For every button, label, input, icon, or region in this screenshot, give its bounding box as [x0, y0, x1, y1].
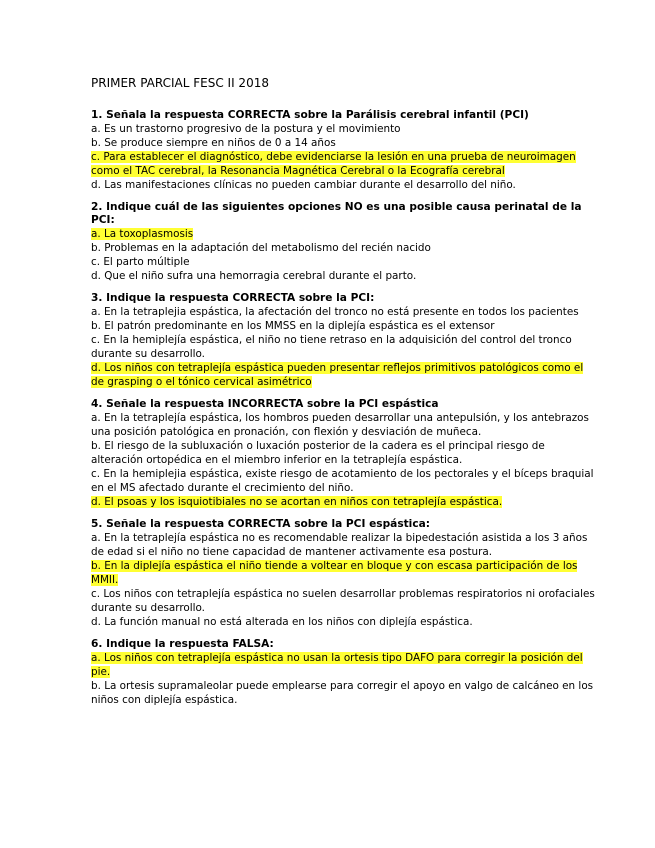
option-d-highlighted: d. Los niños con tetraplejía espástica pueden presentar reflejos primitivos patológicos como el de grasping o el tónico cervical asimétrico — [91, 362, 584, 388]
option-d: d. Que el niño sufra una hemorragia cerebral durante el parto. — [91, 270, 417, 282]
option-c: c. Los niños con tetraplejía espástica no suelen desarrollar problemas respiratorios ni orofaciales durante su desarrollo. — [91, 588, 595, 614]
option-c: c. En la hemiplejia espástica, existe riesgo de acotamiento de los pectorales y el bíceps braquial en el MS afectado durante el crecimiento del niño. — [91, 468, 594, 494]
question-heading: 6. Indique la respuesta FALSA: — [91, 638, 274, 650]
question-heading: 1. Señala la respuesta CORRECTA sobre la Parálisis cerebral infantil (PCI) — [91, 109, 529, 121]
option-a: a. En la tetraplejia espástica, la afectación del tronco no está presente en todos los pacientes — [91, 306, 579, 318]
question-2 — [91, 201, 595, 283]
question-6 — [91, 638, 595, 707]
option-b: b. El patrón predominante en los MMSS en la diplejía espástica es el extensor — [91, 320, 495, 332]
question-heading: 2. Indique cuál de las siguientes opciones NO es una posible causa perinatal de la PCI: — [91, 201, 582, 226]
option-a-highlighted: a. La toxoplasmosis — [91, 228, 194, 240]
option-d: d. Las manifestaciones clínicas no pueden cambiar durante el desarrollo del niño. — [91, 179, 516, 191]
option-a: a. Es un trastorno progresivo de la postura y el movimiento — [91, 123, 401, 135]
question-heading: 4. Señale la respuesta INCORRECTA sobre la PCI espástica — [91, 398, 439, 410]
question-4 — [91, 398, 595, 509]
option-b-highlighted: b. En la diplejía espástica el niño tiende a voltear en bloque y con escasa participación de los MMII. — [91, 560, 578, 586]
option-a-highlighted: a. Los niños con tetraplejía espástica no usan la ortesis tipo DAFO para corregir la posición del pie. — [91, 652, 583, 678]
option-b: b. Problemas en la adaptación del metabolismo del recién nacido — [91, 242, 431, 254]
option-d-highlighted: d. El psoas y los isquiotibiales no se acortan en niños con tetraplejía espástica. — [91, 496, 503, 508]
option-b: b. La ortesis supramaleolar puede emplearse para corregir el apoyo en valgo de calcáneo en los niños con diplejía espástica. — [91, 680, 594, 706]
option-a: a. En la tetraplejía espástica no es recomendable realizar la bipedestación asistida a los 3 años de edad si el niño no tiene capacidad de mantener activamente esa postura. — [91, 532, 588, 558]
question-heading: 5. Señale la respuesta CORRECTA sobre la PCI espástica: — [91, 518, 430, 530]
option-b: b. El riesgo de la subluxación o luxación posterior de la cadera es el principal riesgo de alteración ortopédica en el miembro inferior en la tetraplejía espástica. — [91, 440, 545, 466]
option-b: b. Se produce siempre en niños de 0 a 14 años — [91, 137, 336, 149]
question-heading: 3. Indique la respuesta CORRECTA sobre la PCI: — [91, 292, 375, 304]
option-a: a. En la tetraplejía espástica, los hombros pueden desarrollar una antepulsión, y los antebrazos una posición patológica en pronación, con flexión y desviación de muñeca. — [91, 412, 589, 438]
question-1 — [91, 109, 595, 192]
document-title: PRIMER PARCIAL FESC II 2018 — [91, 76, 269, 90]
option-c: c. En la hemiplejía espástica, el niño no tiene retraso en la adquisición del control del tronco durante su desarrollo. — [91, 334, 572, 360]
option-c-highlighted: c. Para establecer el diagnóstico, debe evidenciarse la lesión en una prueba de neuroimagen como el TAC cerebral, la Resonancia Magnética Cerebral o la Ecografía cerebral — [91, 151, 576, 177]
question-5 — [91, 518, 595, 629]
option-c: c. El parto múltiple — [91, 256, 190, 268]
option-d: d. La función manual no está alterada en los niños con diplejía espástica. — [91, 616, 473, 628]
question-3 — [91, 292, 595, 389]
